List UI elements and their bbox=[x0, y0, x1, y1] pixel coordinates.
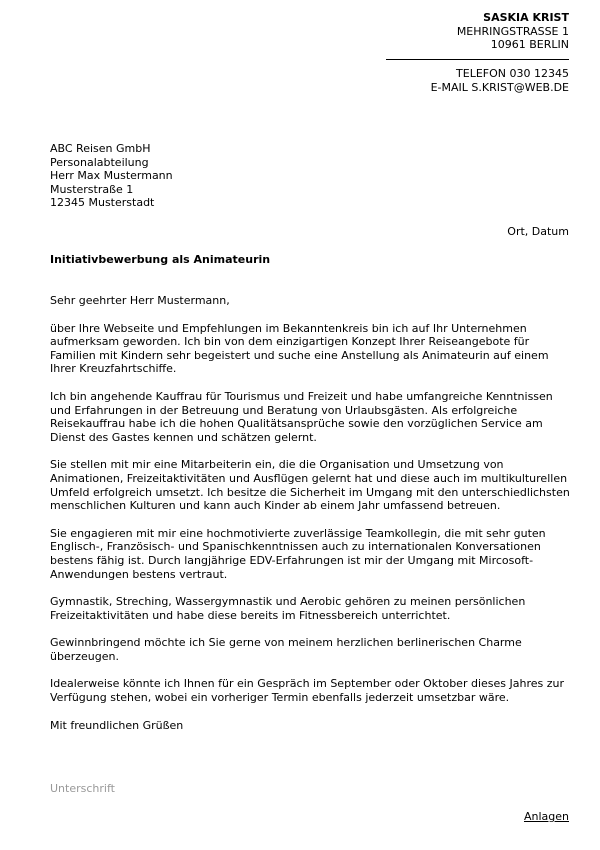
paragraph-motivation: über Ihre Webseite und Empfehlungen im Bekanntenkreis bin ich auf Ihr Unternehmen aufmerksam geworden. Ich bin von dem einzigartigen Konzept Ihrer Reiseangebote für Familien mit Kindern sehr begeistert und suche eine Anstellung als Animateurin auf einem Ihrer Kreuzfahrtschiffe. bbox=[50, 321, 549, 376]
letter-body bbox=[50, 294, 570, 746]
place-date: Ort, Datum bbox=[507, 225, 569, 238]
paragraph-hobbies: Gymnastik, Streching, Wassergymnastik und Aerobic gehören zu meinen persönlichen Freizeitaktivitäten und habe diese bereits im Fitnessbereich unterrichtet. bbox=[50, 595, 526, 622]
paragraph-experience: Ich bin angehende Kauffrau für Tourismus und Freizeit und habe umfangreiche Kenntnissen und Erfahrungen in der Betreuung und Beratung von Urlaubsgästen. Als erfolgreiche Reisekauffrau habe ich die hohen Qualitätsansprüche sowie den vorzüglichen Service am Dienst des Gastes kennen und schätzen gelernt. bbox=[50, 389, 553, 444]
recipient-department: Personalabteilung bbox=[50, 155, 149, 169]
recipient-street: Musterstraße 1 bbox=[50, 182, 134, 196]
paragraph-skills: Sie stellen mit mir eine Mitarbeiterin ein, die die Organisation und Umsetzung von Animationen, Freizeitaktivitäten und Ausflügen gelernt hat und diese auch im multikulturellen Umfeld erfolgreich umsetzt. Ich besitze die Sicherheit im Umgang mit den unterschiedlichsten menschlichen Kulturen und kann auch Kinder ab einem Jahr umfassend betreuen. bbox=[50, 458, 570, 513]
attachments-link[interactable]: Anlagen bbox=[523, 810, 569, 823]
header-divider bbox=[386, 59, 569, 60]
salutation: Sehr geehrter Herr Mustermann, bbox=[50, 294, 230, 307]
paragraph-languages: Sie engagieren mit mir eine hochmotivierte zuverlässige Teamkollegin, die mit sehr guten Englisch-, Französisch- und Spanischkenntnissen auch zu internationalen Konversationen bestens fähig ist. Durch langjährige EDV-Erfahrungen ist mir der Umgang mit Mircosoft-Anwendungen bestens vertraut. bbox=[50, 526, 546, 581]
sender-email: E-MAIL S.KRIST@WEB.DE bbox=[430, 80, 569, 94]
paragraph-charm: Gewinnbringend möchte ich Sie gerne von meinem herzlichen berlinerischen Charme überzeugen. bbox=[50, 636, 522, 663]
recipient-company: ABC Reisen GmbH bbox=[50, 142, 151, 155]
recipient-contact: Herr Max Mustermann bbox=[50, 169, 173, 183]
sender-name: SASKIA KRIST bbox=[483, 11, 569, 24]
recipient-city: 12345 Musterstadt bbox=[50, 196, 155, 210]
paragraph-availability: Idealerweise könnte ich Ihnen für ein Gespräch im September oder Oktober dieses Jahres zur Verfügung stehen, wobei ein vorheriger Termin ebenfalls jederzeit umsetzbar wäre. bbox=[50, 677, 564, 705]
signature-placeholder: Unterschrift bbox=[50, 782, 115, 795]
sender-street: MEHRINGSTRASSE 1 bbox=[456, 24, 569, 38]
letter-subject: Initiativbewerbung als Animateurin bbox=[50, 253, 271, 266]
recipient-address bbox=[50, 142, 173, 210]
sender-address bbox=[457, 11, 569, 52]
sender-contact bbox=[431, 67, 569, 94]
sender-phone: TELEFON 030 12345 bbox=[456, 67, 569, 80]
sender-city: 10961 BERLIN bbox=[490, 38, 569, 52]
closing: Mit freundlichen Grüßen bbox=[50, 718, 184, 732]
